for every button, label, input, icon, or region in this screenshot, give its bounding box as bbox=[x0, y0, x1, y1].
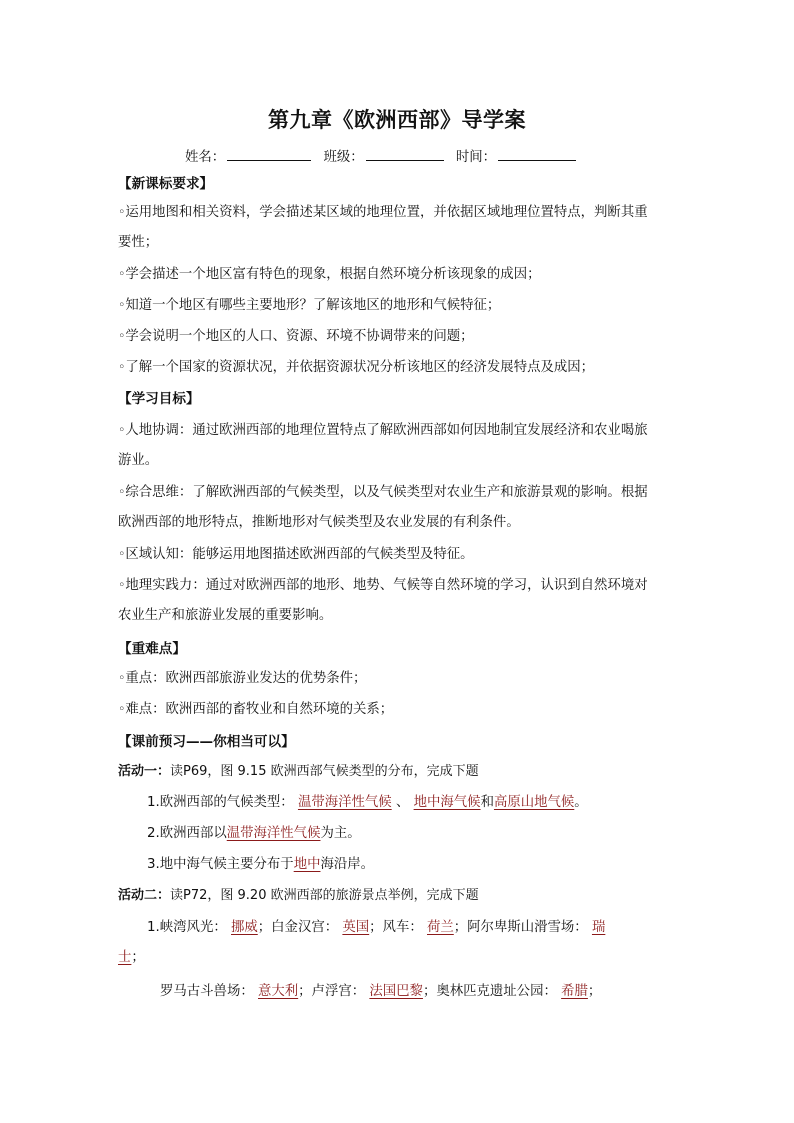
answer-blank[interactable]: 英国 bbox=[342, 920, 370, 935]
activity-1-question-2: 2.欧洲西部以温带海洋性气候为主。 bbox=[147, 826, 361, 841]
list-item-continued: 欧洲西部的地形特点，推断地形对气候类型及农业发展的有利条件。 bbox=[118, 515, 520, 530]
answer-blank[interactable]: 希腊 bbox=[561, 984, 588, 999]
class-label: 班级： bbox=[323, 150, 364, 165]
list-item: ◦地理实践力：通过对欧洲西部的地形、地势、气候等自然环境的学习，认识到自然环境对 bbox=[118, 577, 648, 593]
activity-2-row-2: 罗马古斗兽场： 意大利；卢浮宫： 法国巴黎；奥林匹克遗址公园： 希腊； bbox=[160, 984, 602, 999]
student-info-line bbox=[185, 146, 584, 165]
section-heading-keypoints: 【重难点】 bbox=[118, 641, 186, 657]
list-item: ◦了解一个国家的资源状况，并依据资源状况分析该地区的经济发展特点及成因； bbox=[118, 359, 595, 375]
page-title: 第九章《欧洲西部》导学案 bbox=[268, 107, 526, 132]
list-item-continued: 要性； bbox=[118, 235, 159, 250]
activity-1-intro: 活动一：读P69，图 9.15 欧洲西部气候类型的分布，完成下题 bbox=[118, 764, 479, 779]
time-blank[interactable] bbox=[498, 146, 576, 161]
activity-2-intro: 活动二：读P72，图 9.20 欧洲西部的旅游景点举例，完成下题 bbox=[118, 888, 479, 903]
answer-blank[interactable]: 法国巴黎 bbox=[369, 984, 423, 999]
list-item: ◦重点：欧洲西部旅游业发达的优势条件； bbox=[118, 670, 367, 686]
class-blank[interactable] bbox=[366, 146, 444, 161]
list-item: ◦人地协调：通过欧洲西部的地理位置特点了解欧洲西部如何因地制宜发展经济和农业喝旅 bbox=[118, 422, 648, 438]
answer-blank[interactable]: 瑞 bbox=[591, 920, 606, 935]
activity-2-row-1-continued: 士； bbox=[118, 950, 145, 965]
list-item: ◦学会描述一个地区富有特色的现象，根据自然环境分析该现象的成因； bbox=[118, 266, 541, 282]
list-item-continued: 游业。 bbox=[118, 453, 159, 468]
time-label: 时间： bbox=[455, 150, 497, 165]
name-label: 姓名： bbox=[185, 150, 226, 165]
section-heading-standards: 【新课标要求】 bbox=[118, 176, 214, 192]
answer-blank[interactable]: 意大利 bbox=[258, 984, 299, 999]
activity-1-question-1: 1.欧洲西部的气候类型： 温带海洋性气候 、 地中海气候和高原山地气候。 bbox=[147, 795, 588, 810]
name-blank[interactable] bbox=[227, 146, 311, 161]
list-item: ◦区域认知：能够运用地图描述欧洲西部的气候类型及特征。 bbox=[118, 546, 474, 562]
list-item: ◦运用地图和相关资料，学会描述某区域的地理位置，并依据区域地理位置特点，判断其重 bbox=[118, 204, 648, 220]
answer-blank[interactable]: 士 bbox=[118, 950, 132, 965]
answer-blank[interactable]: 地中海气候 bbox=[413, 795, 481, 810]
list-item: ◦学会说明一个地区的人口、资源、环境不协调带来的问题； bbox=[118, 328, 474, 344]
answer-blank[interactable]: 挪威 bbox=[231, 920, 258, 935]
answer-blank[interactable]: 温带海洋性气候 bbox=[226, 826, 321, 841]
answer-blank[interactable]: 高原山地气候 bbox=[493, 795, 575, 810]
list-item: ◦知道一个地区有哪些主要地形？了解该地区的地形和气候特征； bbox=[118, 297, 501, 313]
list-item-continued: 农业生产和旅游业发展的重要影响。 bbox=[118, 608, 333, 623]
activity-2-row-1: 1.峡湾风光： 挪威；白金汉宫： 英国；风车： 荷兰；阿尔卑斯山滑雪场： 瑞 bbox=[147, 920, 606, 935]
list-item: ◦综合思维：了解欧洲西部的气候类型，以及气候类型对农业生产和旅游景观的影响。根据 bbox=[118, 484, 648, 500]
activity-2-label: 活动二： bbox=[118, 888, 171, 903]
answer-blank[interactable]: 地中 bbox=[293, 857, 321, 872]
section-heading-preview: 【课前预习——你相当可以】 bbox=[118, 734, 295, 750]
answer-blank[interactable]: 温带海洋性气候 bbox=[297, 795, 392, 810]
section-heading-goals: 【学习目标】 bbox=[118, 391, 200, 407]
answer-blank[interactable]: 荷兰 bbox=[427, 920, 454, 935]
list-item: ◦难点：欧洲西部的畜牧业和自然环境的关系； bbox=[118, 701, 394, 717]
activity-1-label: 活动一： bbox=[118, 764, 171, 779]
activity-1-question-3: 3.地中海气候主要分布于地中海沿岸。 bbox=[147, 857, 375, 872]
